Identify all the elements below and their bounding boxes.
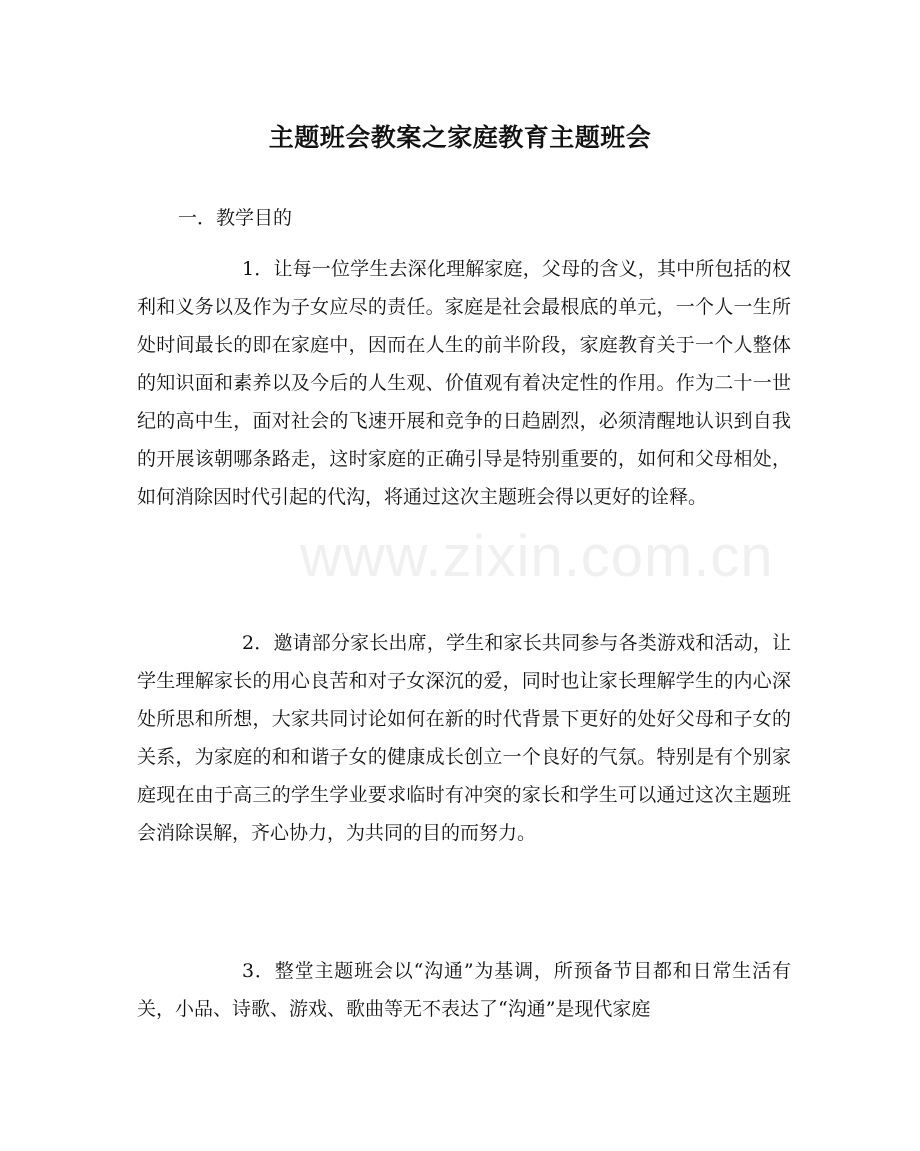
paragraph-3: 3．整堂主题班会以“沟通”为基调，所预备节目都和日常生活有关，小品、诗歌、游戏、歌曲等无不表达了“沟通”是现代家庭 (137, 960, 791, 1020)
page-title: 主题班会教案之家庭教育主题班会 (268, 123, 652, 152)
watermark: www.zixin.com.cn (300, 524, 774, 589)
paragraph-1: 1．让每一位学生去深化理解家庭，父母的含义，其中所包括的权利和义务以及作为子女应尽的责任。家庭是社会最根底的单元，一个人一生所处时间最长的即在家庭中，因而在人生的前半阶段，家庭教育关于一个人整体的知识面和素养以及今后的人生观、价值观有着决定性的作用。作为二十一世纪的高中生，面对社会的飞速开展和竞争的日趋剧烈，必须清醒地认识到自我的开展该朝哪条路走，这时家庭的正确引导是特别重要的，如何和父母相处，如何消除因时代引起的代沟，将通过这次主题班会得以更好的诠释。 (137, 258, 791, 508)
paragraph-2: 2．邀请部分家长出席，学生和家长共同参与各类游戏和活动，让学生理解家长的用心良苦和对子女深沉的爱，同时也让家长理解学生的内心深处所思和所想，大家共同讨论如何在新的时代背景下更好的处好父母和子女的关系，为家庭的和和谐子女的健康成长创立一个良好的气氛。特别是有个别家庭现在由于高三的学生学业要求临时有冲突的家长和学生可以通过这次主题班会消除误解，齐心协力，为共同的目的而努力。 (137, 632, 791, 844)
section-heading: 一．教学目的 (178, 207, 293, 229)
